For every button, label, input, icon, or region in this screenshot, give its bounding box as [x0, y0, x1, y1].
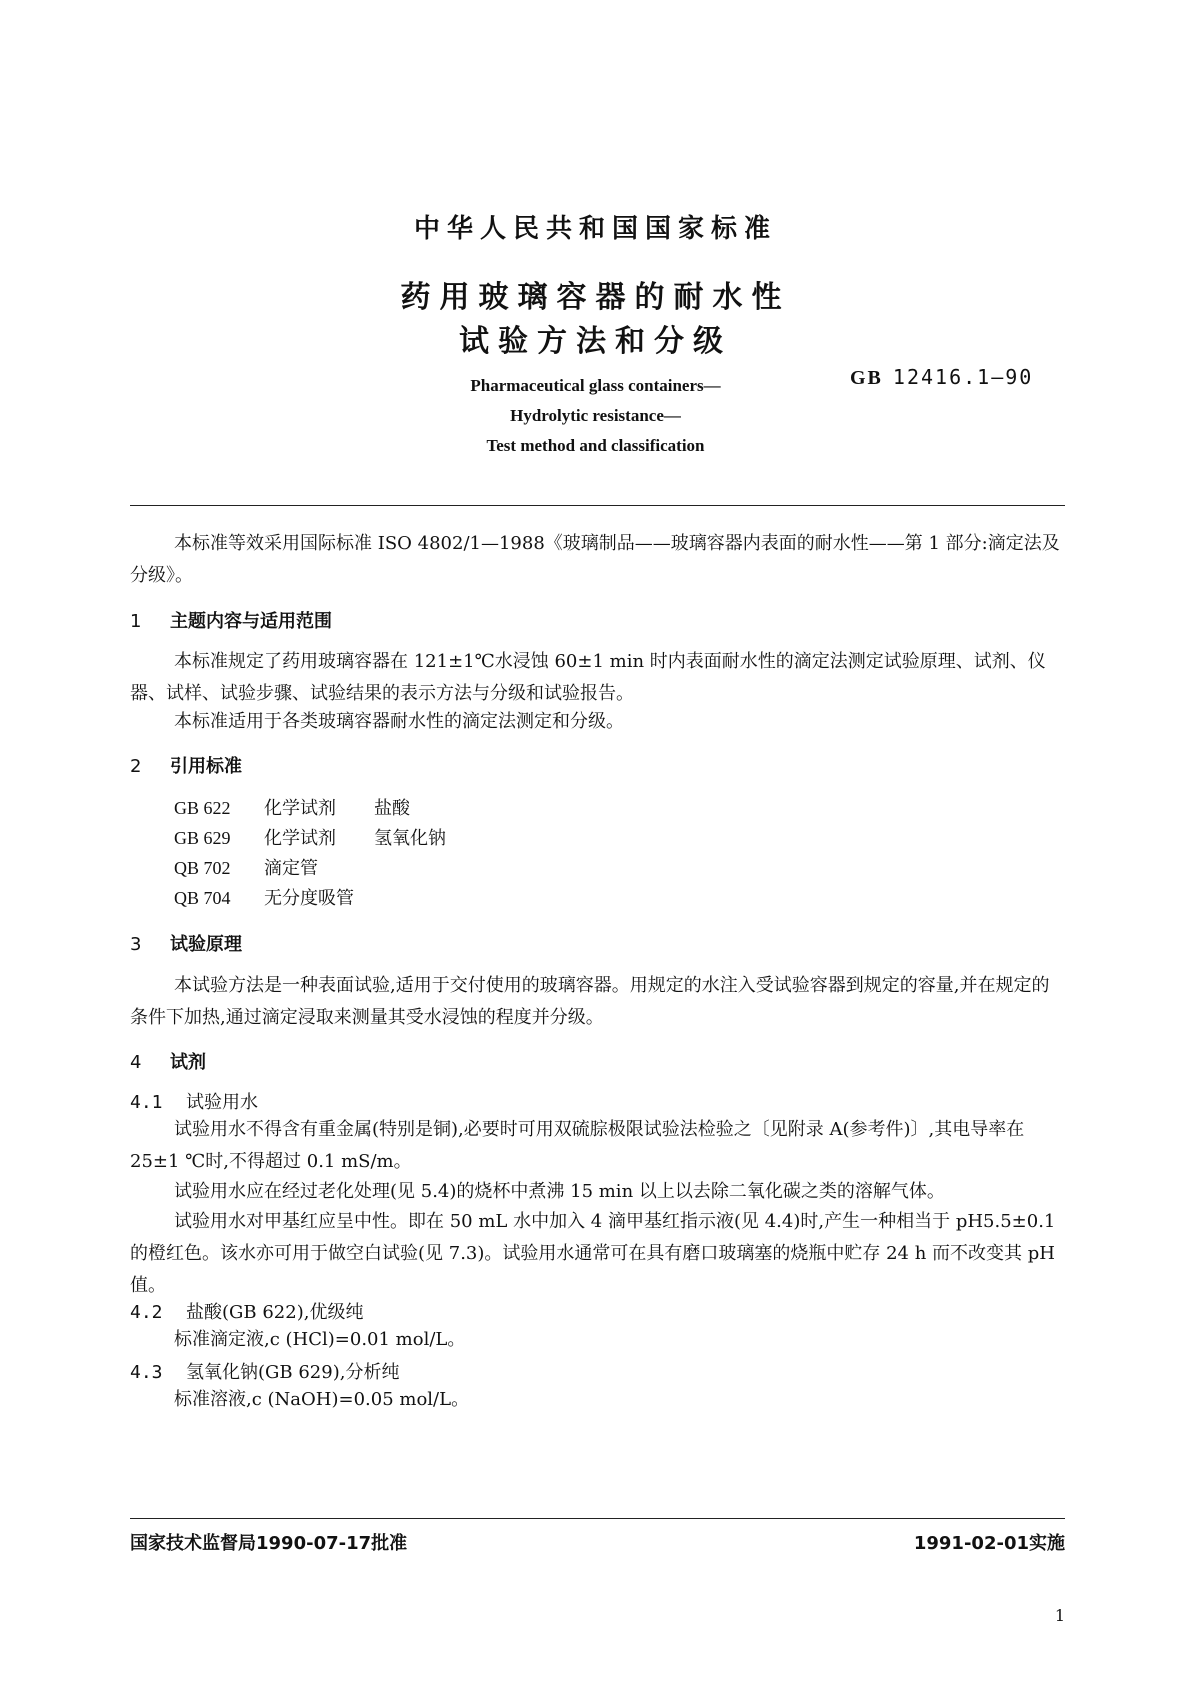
document-title-line1: 药用玻璃容器的耐水性 — [400, 280, 791, 315]
section-1-paragraph-1: 本标准规定了药用玻璃容器在 121±1℃水浸蚀 60±1 min 时内表面耐水性的滴定法测定试验原理、试剂、仪器、试样、试验步骤、试验结果的表示方法与分级和试验报告。 — [130, 651, 1046, 704]
subsection-4-3-title: 氢氧化钠(GB 629),分析纯 — [186, 1362, 400, 1383]
subsection-4-1-paragraph-3: 试验用水对甲基红应呈中性。即在 50 mL 水中加入 4 滴甲基红指示液(见 4.4)时,产生一种相当于 pH5.5±0.1 的橙红色。该水亦可用于做空白试验(见 7.3)。试验用水通常可在具有磨口玻璃塞的烧瓶中贮存 24 h 而不改变其 pH 值。 — [130, 1211, 1056, 1296]
subsection-4-1-paragraph-1: 试验用水不得含有重金属(特别是铜),必要时可用双硫腙极限试验法检验之〔见附录 A(参考件)〕,其电导率在 25±1 ℃时,不得超过 0.1 mS/m。 — [130, 1119, 1025, 1172]
subsection-4-3-paragraph: 标准溶液,c (NaOH)=0.05 mol/L。 — [174, 1389, 470, 1410]
subsection-4-2-title: 盐酸(GB 622),优级纯 — [186, 1302, 364, 1323]
english-title-line1: Pharmaceutical glass containers— — [470, 376, 721, 395]
subsection-4-1-paragraph-2: 试验用水应在经过老化处理(见 5.4)的烧杯中煮沸 15 min 以上以去除二氧化碳之类的溶解气体。 — [174, 1181, 945, 1202]
english-title-line3: Test method and classification — [486, 436, 705, 455]
reference-name: 化学试剂 — [264, 828, 336, 849]
section-1-title: 主题内容与适用范围 — [170, 611, 332, 632]
section-4-title: 试剂 — [170, 1052, 206, 1073]
english-title-line2: Hydrolytic resistance— — [510, 406, 681, 425]
reference-row — [174, 794, 410, 820]
footer-divider — [130, 1518, 1065, 1519]
subsection-4-1-heading — [130, 1088, 258, 1114]
reference-name: 滴定管 — [264, 858, 318, 879]
page-number: 1 — [1054, 1606, 1065, 1625]
approval-date: 国家技术监督局1990-07-17批准 — [130, 1533, 408, 1554]
subsection-4-2-paragraph: 标准滴定液,c (HCl)=0.01 mol/L。 — [174, 1329, 466, 1350]
section-3-paragraph: 本试验方法是一种表面试验,适用于交付使用的玻璃容器。用规定的水注入受试验容器到规定的容量,并在规定的条件下加热,通过滴定浸取来测量其受水浸蚀的程度并分级。 — [130, 975, 1050, 1028]
effective-date: 1991-02-01实施 — [913, 1533, 1065, 1554]
title-divider — [130, 505, 1065, 506]
reference-name-2: 盐酸 — [374, 798, 410, 819]
section-1-heading — [130, 607, 332, 633]
section-2-heading — [130, 752, 242, 778]
reference-code: QB 704 — [174, 888, 231, 908]
reference-code: QB 702 — [174, 858, 231, 878]
intro-paragraph: 本标准等效采用国际标准 ISO 4802/1—1988《玻璃制品——玻璃容器内表面的耐水性——第 1 部分:滴定法及分级》。 — [130, 533, 1060, 586]
section-3-title: 试验原理 — [170, 934, 242, 955]
subsection-4-2-number: 4.2 — [130, 1302, 163, 1323]
section-3-heading — [130, 930, 242, 956]
standard-number-value: 12416.1—90 — [892, 365, 1034, 389]
reference-name-2: 氢氧化钠 — [374, 828, 446, 849]
reference-code: GB 622 — [174, 798, 231, 818]
section-1-paragraph-2: 本标准适用于各类玻璃容器耐水性的滴定法测定和分级。 — [174, 711, 624, 732]
national-standard-header: 中华人民共和国国家标准 — [413, 214, 777, 244]
subsection-4-1-title: 试验用水 — [186, 1092, 258, 1113]
subsection-4-3-heading — [130, 1358, 399, 1384]
reference-name: 无分度吸管 — [264, 888, 354, 909]
reference-row — [174, 824, 446, 850]
reference-row — [174, 884, 354, 910]
section-3-number: 3 — [130, 934, 142, 955]
reference-code: GB 629 — [174, 828, 231, 848]
section-2-number: 2 — [130, 756, 142, 777]
reference-name: 化学试剂 — [264, 798, 336, 819]
section-1-number: 1 — [130, 611, 142, 632]
subsection-4-1-number: 4.1 — [130, 1092, 163, 1113]
reference-row — [174, 854, 318, 880]
section-4-heading — [130, 1048, 206, 1074]
document-title-line2: 试验方法和分级 — [459, 324, 732, 359]
section-2-title: 引用标准 — [170, 756, 242, 777]
subsection-4-3-number: 4.3 — [130, 1362, 163, 1383]
subsection-4-2-heading — [130, 1298, 363, 1324]
section-4-number: 4 — [130, 1052, 142, 1073]
standard-prefix: GB — [850, 367, 883, 389]
